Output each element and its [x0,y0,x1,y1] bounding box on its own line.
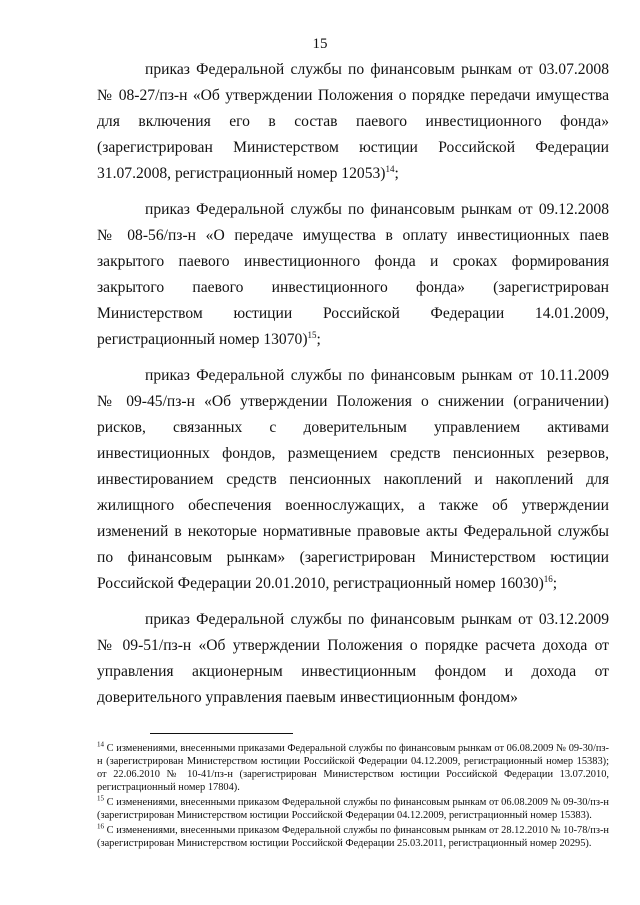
footnote-number: 14 [97,740,104,749]
paragraph-3 [97,363,609,597]
paragraph-tail: ; [316,331,321,348]
footnote-number: 15 [97,794,104,803]
footnote-separator [150,733,293,734]
paragraph-tail: ; [552,575,558,592]
footnote-text: С изменениями, внесенными приказом Федеральной службы по финансовым рынкам от 28.12.2010 № 10-78/пз-н (зарегистрирован Министерством юстиции Российской Федерации 25.03.2011, регистрационный номер 20295). [97,825,609,849]
paragraph-text: приказ Федеральной службы по финансовым рынкам от 09.12.2008 № 08-56/пз-н «О передаче имущества в оплату инвестиционных паев закрытого паевого инвестиционного фонда и сроках формирования закрытого паевого инвестиционного фонда» (зарегистрирован Министерством юстиции Российской Федерации 14.01.2009, регистрационный номер 13070) [97,201,609,348]
footnote-reference: 15 [307,329,317,340]
main-text [97,57,609,721]
footnote-15 [97,796,609,822]
paragraph-1 [97,57,609,187]
footnote-14 [97,742,609,794]
paragraph-text: приказ Федеральной службы по финансовым рынкам от 10.11.2009 № 09-45/пз-н «Об утверждении Положения о снижении (ограничении) рисков, связанных с доверительным управлением активами инвестиционных фондов, размещением средств пенсионных резервов, инвестированием средств пенсионных накоплений и накоплений для жилищного обеспечения военнослужащих, а также об утверждении изменений в некоторые нормативные правовые акты Федеральной службы по финансовым рынкам» (зарегистрирован Министерством юстиции Российской Федерации 20.01.2010, регистрационный номер 16030) [97,367,609,592]
paragraph-text: приказ Федеральной службы по финансовым рынкам от 03.07.2008 № 08-27/пз-н «Об утверждении Положения о порядке передачи имущества для включения его в состав паевого инвестиционного фонда» (зарегистрирован Министерством юстиции Российской Федерации 31.07.2008, регистрационный номер 12053) [97,61,609,182]
paragraph-2 [97,197,609,353]
paragraph-4 [97,607,609,711]
footnotes [97,742,609,852]
footnote-number: 16 [97,822,104,831]
footnote-text: С изменениями, внесенными приказом Федеральной службы по финансовым рынкам от 06.08.2009 № 09-30/пз-н (зарегистрирован Министерством юстиции Российской Федерации 04.12.2009, регистрационный номер 15383). [97,797,609,821]
paragraph-text: приказ Федеральной службы по финансовым рынкам от 03.12.2009 № 09-51/пз-н «Об утверждении Положения о порядке расчета дохода от управления акционерным инвестиционным фондом и дохода от доверительного управления паевым инвестиционным фондом» [97,611,609,706]
footnote-reference: 14 [385,163,395,174]
footnote-16 [97,824,609,850]
footnote-text: С изменениями, внесенными приказами Федеральной службы по финансовым рынкам от 06.08.2009 № 09-30/пз-н (зарегистрирован Министерством юстиции Российской Федерации 04.12.2009, регистрационный номер 15383); от 22.06.2010 № 10-41/пз-н (зарегистрирован Министерством юстиции Российской Федерации 13.07.2010, регистрационный номер 17804). [97,743,609,793]
paragraph-tail: ; [394,165,399,182]
page-number: 15 [312,36,328,52]
footnote-reference: 16 [543,573,553,584]
